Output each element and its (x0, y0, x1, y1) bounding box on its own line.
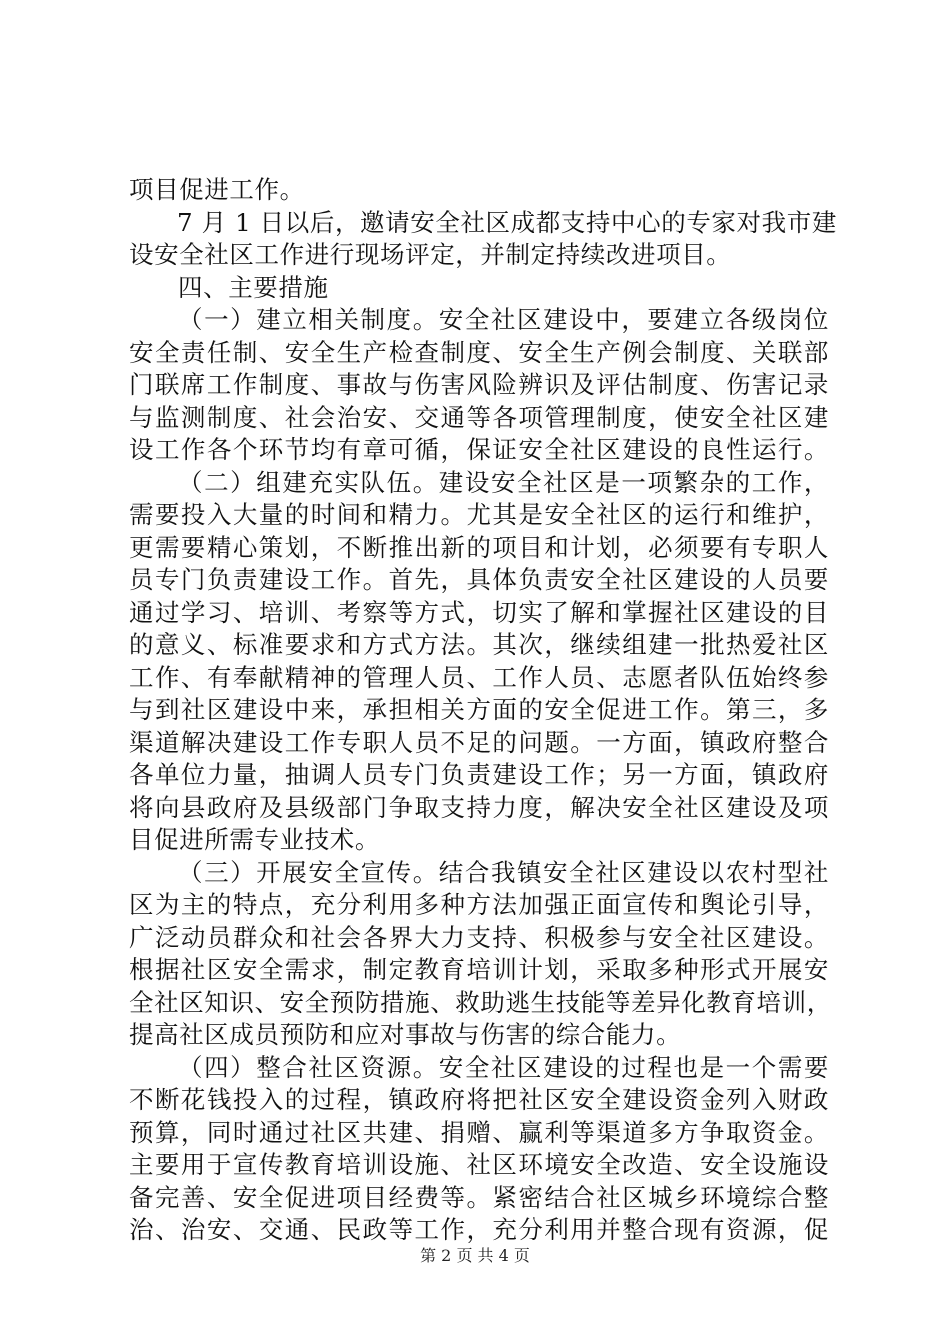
text-line: （三）开展安全宣传。结合我镇安全社区建设以农村型社 (178, 857, 829, 887)
text-line: 员专门负责建设工作。首先，具体负责安全社区建设的人员要 (129, 565, 829, 594)
page-footer: 第 2 页 共 4 页 (420, 1246, 530, 1265)
text-line: 根据社区安全需求，制定教育培训计划，采取多种形式开展安 (129, 955, 829, 984)
text-line: 全社区知识、安全预防措施、救助逃生技能等差异化教育培训， (129, 987, 832, 1017)
text-line: 治、治安、交通、民政等工作，充分利用并整合现有资源，促 (129, 1215, 829, 1244)
text-line: 提高社区成员预防和应对事故与伤害的综合能力。 (129, 1020, 682, 1049)
text-line: 广泛动员群众和社会各界大力支持、积极参与安全社区建设。 (129, 922, 829, 952)
text-line: 不断花钱投入的过程，镇政府将把社区安全建设资金列入财政 (129, 1085, 829, 1114)
text-line: 目促进所需专业技术。 (129, 825, 380, 854)
text-line: 门联席工作制度、事故与伤害风险辨识及评估制度、伤害记录 (129, 370, 829, 399)
text-line: 设工作各个环节均有章可循，保证安全社区建设的良性运行。 (129, 435, 829, 464)
text-line: 项目促进工作。 (129, 175, 305, 204)
text-line: （二）组建充实队伍。建设安全社区是一项繁杂的工作， (178, 467, 829, 497)
text-line: 更需要精心策划，不断推出新的项目和计划，必须要有专职人 (129, 532, 829, 562)
text-line: 通过学习、培训、考察等方式，切实了解和掌握社区建设的目 (129, 597, 829, 627)
text-line: （四）整合社区资源。安全社区建设的过程也是一个需要 (178, 1052, 829, 1082)
text-line: 与监测制度、社会治安、交通等各项管理制度，使安全社区建 (129, 402, 829, 432)
text-line: 预算，同时通过社区共建、捐赠、赢利等渠道多方争取资金。 (129, 1117, 829, 1147)
text-line: （一）建立相关制度。安全社区建设中，要建立各级岗位 (178, 305, 829, 334)
text-line: 工作、有奉献精神的管理人员、工作人员、志愿者队伍始终参 (129, 662, 829, 692)
text-line: 备完善、安全促进项目经费等。紧密结合社区城乡环境综合整 (129, 1182, 829, 1212)
text-line: 与到社区建设中来，承担相关方面的安全促进工作。第三，多 (129, 695, 829, 724)
text-line: 安全责任制、安全生产检查制度、安全生产例会制度、关联部 (129, 337, 829, 367)
section-heading: 四、主要措施 (178, 272, 329, 302)
text-line: 区为主的特点，充分利用多种方法加强正面宣传和舆论引导， (129, 890, 829, 919)
text-line: 各单位力量，抽调人员专门负责建设工作；另一方面，镇政府 (129, 760, 829, 789)
text-line: 设安全社区工作进行现场评定，并制定持续改进项目。 (129, 240, 732, 269)
text-line: 将向县政府及县级部门争取支持力度，解决安全社区建设及项 (129, 792, 829, 822)
text-line: 的意义、标准要求和方式方法。其次，继续组建一批热爱社区 (129, 630, 829, 659)
text-line: 渠道解决建设工作专职人员不足的问题。一方面，镇政府整合 (129, 727, 829, 757)
text-line: 7 月 1 日以后，邀请安全社区成都支持中心的专家对我市建 (177, 207, 837, 237)
text-line: 主要用于宣传教育培训设施、社区环境安全改造、安全设施设 (129, 1150, 829, 1179)
text-line: 需要投入大量的时间和精力。尤其是安全社区的运行和维护， (129, 500, 829, 529)
